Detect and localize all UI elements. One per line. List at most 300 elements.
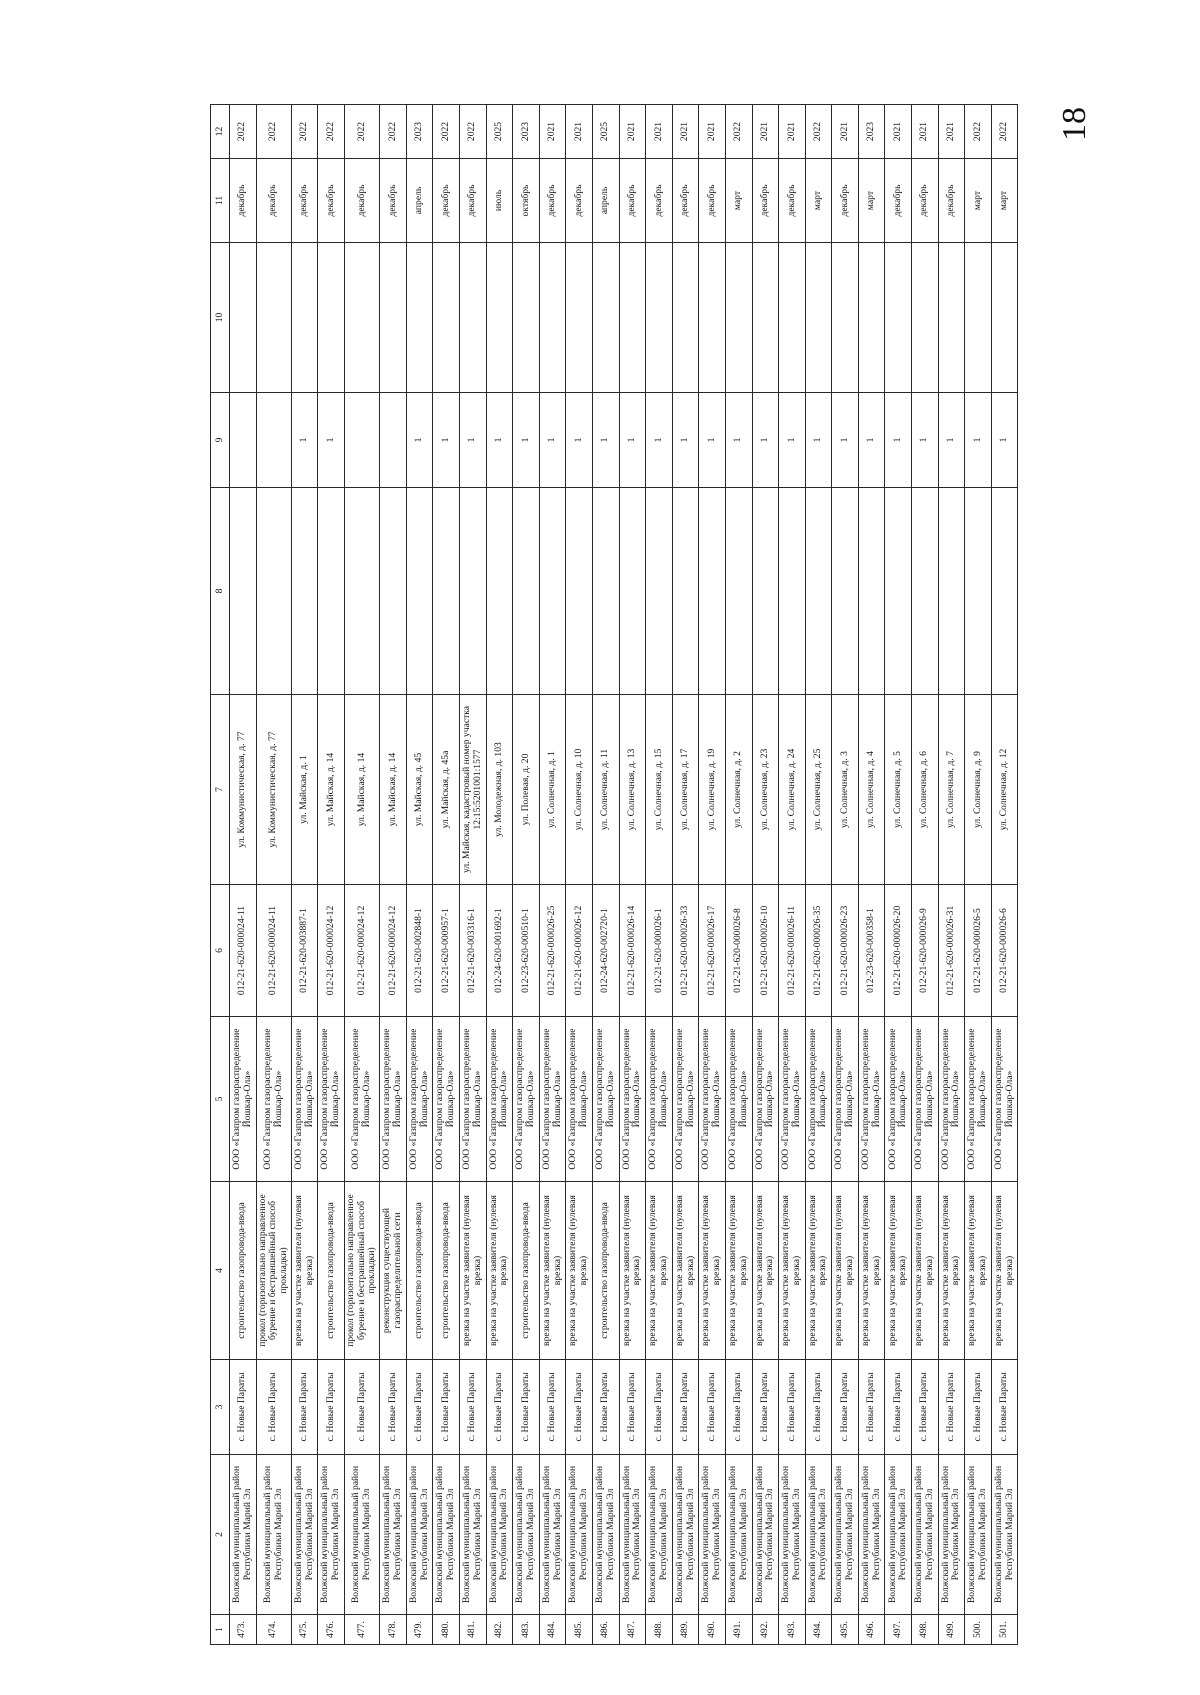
organization-cell: ООО «Газпром газораспределение Йошкар-Ола»: [965, 1017, 992, 1182]
column-header: 7: [211, 695, 230, 885]
table-row: [406, 105, 433, 1645]
table-row: [991, 105, 1018, 1645]
year-cell: 2022: [725, 105, 752, 159]
application-code-cell: 012-21-620-000026-31: [938, 885, 965, 1017]
column-8-cell: [592, 488, 619, 695]
column-10-cell: [566, 243, 593, 393]
column-8-cell: [433, 488, 460, 695]
row-number: 499.: [938, 1615, 965, 1645]
address-cell: ул. Коммунистическая, д. 77: [230, 695, 257, 885]
district-cell: Волжский муниципальный район Республики Марий Эл: [344, 1455, 379, 1615]
district-cell: Волжский муниципальный район Республики Марий Эл: [885, 1455, 912, 1615]
application-code-cell: 012-21-620-000026-35: [805, 885, 832, 1017]
village-cell: с. Новые Параты: [291, 1360, 318, 1455]
column-9-cell: 1: [725, 393, 752, 488]
month-cell: март: [965, 159, 992, 243]
row-number: 489.: [672, 1615, 699, 1645]
village-cell: с. Новые Параты: [672, 1360, 699, 1455]
month-cell: декабрь: [566, 159, 593, 243]
column-8-cell: [885, 488, 912, 695]
address-cell: ул. Солнечная, д. 19: [699, 695, 726, 885]
organization-cell: ООО «Газпром газораспределение Йошкар-Ола»: [619, 1017, 646, 1182]
month-cell: март: [805, 159, 832, 243]
column-9-cell: 1: [832, 393, 859, 488]
table-row: [672, 105, 699, 1645]
work-type-cell: врезка на участке заявителя (нулевая врезка): [965, 1182, 992, 1360]
work-type-cell: врезка на участке заявителя (нулевая врезка): [725, 1182, 752, 1360]
table-row: [459, 105, 486, 1645]
column-8-cell: [459, 488, 486, 695]
column-9-cell: 1: [991, 393, 1018, 488]
column-9-cell: 1: [885, 393, 912, 488]
row-number: 487.: [619, 1615, 646, 1645]
row-number: 480.: [433, 1615, 460, 1645]
village-cell: с. Новые Параты: [938, 1360, 965, 1455]
column-10-cell: [672, 243, 699, 393]
application-code-cell: 012-23-620-000510-1: [513, 885, 540, 1017]
work-type-cell: прокол (горизонтально направленное бурение и бестраншейный способ прокладки): [344, 1182, 379, 1360]
work-type-cell: врезка на участке заявителя (нулевая врезка): [619, 1182, 646, 1360]
organization-cell: ООО «Газпром газораспределение Йошкар-Ола»: [486, 1017, 513, 1182]
column-9-cell: 1: [592, 393, 619, 488]
application-code-cell: 012-21-620-000024-11: [230, 885, 257, 1017]
column-header: 4: [211, 1182, 230, 1360]
application-code-cell: 012-21-620-003316-1: [459, 885, 486, 1017]
table-row: [805, 105, 832, 1645]
year-cell: 2023: [513, 105, 540, 159]
row-number: 490.: [699, 1615, 726, 1645]
district-cell: Волжский муниципальный район Республики Марий Эл: [513, 1455, 540, 1615]
application-code-cell: 012-21-620-000026-10: [752, 885, 779, 1017]
work-type-cell: врезка на участке заявителя (нулевая врезка): [459, 1182, 486, 1360]
district-cell: Волжский муниципальный район Республики Марий Эл: [725, 1455, 752, 1615]
address-cell: ул. Полевая, д. 20: [513, 695, 540, 885]
column-9-cell: 1: [779, 393, 806, 488]
work-type-cell: врезка на участке заявителя (нулевая врезка): [486, 1182, 513, 1360]
table-row: [646, 105, 673, 1645]
application-code-cell: 012-21-620-003887-1: [291, 885, 318, 1017]
village-cell: с. Новые Параты: [513, 1360, 540, 1455]
address-cell: ул. Майская, д. 14: [344, 695, 379, 885]
village-cell: с. Новые Параты: [539, 1360, 566, 1455]
month-cell: апрель: [592, 159, 619, 243]
table-row: [256, 105, 291, 1645]
rotated-table-container: [210, 105, 1030, 1645]
year-cell: 2022: [805, 105, 832, 159]
column-9-cell: [344, 393, 379, 488]
column-10-cell: [965, 243, 992, 393]
table-row: [230, 105, 257, 1645]
month-cell: декабрь: [912, 159, 939, 243]
row-number: 488.: [646, 1615, 673, 1645]
organization-cell: ООО «Газпром газораспределение Йошкар-Ола»: [459, 1017, 486, 1182]
district-cell: Волжский муниципальный район Республики Марий Эл: [991, 1455, 1018, 1615]
column-8-cell: [858, 488, 885, 695]
village-cell: с. Новые Параты: [256, 1360, 291, 1455]
application-code-cell: 012-21-620-000026-25: [539, 885, 566, 1017]
work-type-cell: строительство газопровода-ввода: [230, 1182, 257, 1360]
district-cell: Волжский муниципальный район Республики Марий Эл: [566, 1455, 593, 1615]
application-code-cell: 012-21-620-000024-12: [318, 885, 345, 1017]
district-cell: Волжский муниципальный район Республики Марий Эл: [858, 1455, 885, 1615]
column-8-cell: [539, 488, 566, 695]
district-cell: Волжский муниципальный район Республики Марий Эл: [832, 1455, 859, 1615]
column-header: 12: [211, 105, 230, 159]
organization-cell: ООО «Газпром газораспределение Йошкар-Ола»: [858, 1017, 885, 1182]
application-code-cell: 012-21-620-000026-11: [779, 885, 806, 1017]
month-cell: декабрь: [779, 159, 806, 243]
organization-cell: ООО «Газпром газораспределение Йошкар-Ола»: [380, 1017, 407, 1182]
organization-cell: ООО «Газпром газораспределение Йошкар-Ола»: [832, 1017, 859, 1182]
column-header: 1: [211, 1615, 230, 1645]
column-9-cell: 1: [486, 393, 513, 488]
address-cell: ул. Солнечная, д. 4: [858, 695, 885, 885]
application-code-cell: 012-21-620-000026-17: [699, 885, 726, 1017]
district-cell: Волжский муниципальный район Республики Марий Эл: [380, 1455, 407, 1615]
application-code-cell: 012-21-620-000026-14: [619, 885, 646, 1017]
row-number: 495.: [832, 1615, 859, 1645]
village-cell: с. Новые Параты: [619, 1360, 646, 1455]
column-9-cell: [380, 393, 407, 488]
column-8-cell: [938, 488, 965, 695]
work-type-cell: врезка на участке заявителя (нулевая врезка): [805, 1182, 832, 1360]
application-code-cell: 012-21-620-000026-5: [965, 885, 992, 1017]
year-cell: 2023: [406, 105, 433, 159]
village-cell: с. Новые Параты: [459, 1360, 486, 1455]
work-type-cell: врезка на участке заявителя (нулевая врезка): [991, 1182, 1018, 1360]
address-cell: ул. Майская, д. 45: [406, 695, 433, 885]
work-type-cell: врезка на участке заявителя (нулевая врезка): [539, 1182, 566, 1360]
table-body: [230, 105, 1018, 1645]
month-cell: декабрь: [318, 159, 345, 243]
column-8-cell: [672, 488, 699, 695]
application-code-cell: 012-21-620-000026-20: [885, 885, 912, 1017]
application-code-cell: 012-23-620-000358-1: [858, 885, 885, 1017]
year-cell: 2021: [646, 105, 673, 159]
village-cell: с. Новые Параты: [965, 1360, 992, 1455]
column-9-cell: 1: [858, 393, 885, 488]
column-9-cell: 1: [459, 393, 486, 488]
work-type-cell: врезка на участке заявителя (нулевая врезка): [672, 1182, 699, 1360]
application-code-cell: 012-24-620-002720-1: [592, 885, 619, 1017]
organization-cell: ООО «Газпром газораспределение Йошкар-Ола»: [230, 1017, 257, 1182]
column-header: 11: [211, 159, 230, 243]
year-cell: 2022: [991, 105, 1018, 159]
column-8-cell: [965, 488, 992, 695]
month-cell: декабрь: [699, 159, 726, 243]
work-type-cell: врезка на участке заявителя (нулевая врезка): [912, 1182, 939, 1360]
column-10-cell: [230, 243, 257, 393]
year-cell: 2022: [256, 105, 291, 159]
organization-cell: ООО «Газпром газораспределение Йошкар-Ола»: [592, 1017, 619, 1182]
column-10-cell: [832, 243, 859, 393]
row-number: 500.: [965, 1615, 992, 1645]
organization-cell: ООО «Газпром газораспределение Йошкар-Ола»: [752, 1017, 779, 1182]
column-10-cell: [646, 243, 673, 393]
year-cell: 2021: [885, 105, 912, 159]
column-9-cell: 1: [291, 393, 318, 488]
application-code-cell: 012-21-620-000024-12: [344, 885, 379, 1017]
row-number: 497.: [885, 1615, 912, 1645]
column-8-cell: [699, 488, 726, 695]
column-9-cell: 1: [539, 393, 566, 488]
column-10-cell: [699, 243, 726, 393]
address-cell: ул. Майская, д. 14: [318, 695, 345, 885]
district-cell: Волжский муниципальный район Республики Марий Эл: [699, 1455, 726, 1615]
row-number: 477.: [344, 1615, 379, 1645]
column-9-cell: 1: [805, 393, 832, 488]
address-cell: ул. Солнечная, д. 9: [965, 695, 992, 885]
village-cell: с. Новые Параты: [885, 1360, 912, 1455]
column-10-cell: [459, 243, 486, 393]
district-cell: Волжский муниципальный район Республики Марий Эл: [805, 1455, 832, 1615]
year-cell: 2022: [230, 105, 257, 159]
column-10-cell: [291, 243, 318, 393]
month-cell: март: [858, 159, 885, 243]
address-cell: ул. Майская, д. 45а: [433, 695, 460, 885]
works-table: [210, 104, 1018, 1645]
address-cell: ул. Солнечная, д. 5: [885, 695, 912, 885]
month-cell: декабрь: [619, 159, 646, 243]
organization-cell: ООО «Газпром газораспределение Йошкар-Ола»: [406, 1017, 433, 1182]
year-cell: 2021: [619, 105, 646, 159]
district-cell: Волжский муниципальный район Республики Марий Эл: [752, 1455, 779, 1615]
application-code-cell: 012-21-620-000957-1: [433, 885, 460, 1017]
work-type-cell: строительство газопровода-ввода: [513, 1182, 540, 1360]
column-9-cell: 1: [646, 393, 673, 488]
column-8-cell: [291, 488, 318, 695]
table-row: [858, 105, 885, 1645]
table-row: [885, 105, 912, 1645]
address-cell: ул. Солнечная, д. 1: [539, 695, 566, 885]
organization-cell: ООО «Газпром газораспределение Йошкар-Ола»: [513, 1017, 540, 1182]
application-code-cell: 012-21-620-000026-9: [912, 885, 939, 1017]
table-row: [318, 105, 345, 1645]
row-number: 486.: [592, 1615, 619, 1645]
column-10-cell: [725, 243, 752, 393]
column-8-cell: [406, 488, 433, 695]
row-number: 484.: [539, 1615, 566, 1645]
column-8-cell: [646, 488, 673, 695]
column-9-cell: 1: [433, 393, 460, 488]
column-8-cell: [805, 488, 832, 695]
organization-cell: ООО «Газпром газораспределение Йошкар-Ола»: [646, 1017, 673, 1182]
organization-cell: ООО «Газпром газораспределение Йошкар-Ола»: [566, 1017, 593, 1182]
district-cell: Волжский муниципальный район Республики Марий Эл: [256, 1455, 291, 1615]
table-row: [291, 105, 318, 1645]
column-9-cell: 1: [912, 393, 939, 488]
table-row: [486, 105, 513, 1645]
village-cell: с. Новые Параты: [566, 1360, 593, 1455]
table-row: [699, 105, 726, 1645]
column-10-cell: [912, 243, 939, 393]
month-cell: декабрь: [256, 159, 291, 243]
month-cell: март: [991, 159, 1018, 243]
month-cell: декабрь: [380, 159, 407, 243]
table-row: [779, 105, 806, 1645]
column-9-cell: 1: [406, 393, 433, 488]
year-cell: 2021: [699, 105, 726, 159]
column-header: 5: [211, 1017, 230, 1182]
column-8-cell: [318, 488, 345, 695]
month-cell: декабрь: [539, 159, 566, 243]
organization-cell: ООО «Газпром газораспределение Йошкар-Ола»: [779, 1017, 806, 1182]
column-10-cell: [858, 243, 885, 393]
column-9-cell: [256, 393, 291, 488]
column-10-cell: [486, 243, 513, 393]
column-header: 8: [211, 488, 230, 695]
column-10-cell: [380, 243, 407, 393]
column-header: 2: [211, 1455, 230, 1615]
district-cell: Волжский муниципальный район Республики Марий Эл: [433, 1455, 460, 1615]
district-cell: Волжский муниципальный район Республики Марий Эл: [912, 1455, 939, 1615]
address-cell: ул. Солнечная, д. 15: [646, 695, 673, 885]
column-header: 3: [211, 1360, 230, 1455]
village-cell: с. Новые Параты: [344, 1360, 379, 1455]
address-cell: ул. Солнечная, д. 2: [725, 695, 752, 885]
column-10-cell: [779, 243, 806, 393]
column-8-cell: [380, 488, 407, 695]
address-cell: ул. Солнечная, д. 10: [566, 695, 593, 885]
district-cell: Волжский муниципальный район Республики Марий Эл: [938, 1455, 965, 1615]
month-cell: декабрь: [230, 159, 257, 243]
table-row: [912, 105, 939, 1645]
work-type-cell: прокол (горизонтально направленное бурение и бестраншейный способ прокладки): [256, 1182, 291, 1360]
application-code-cell: 012-21-620-000024-11: [256, 885, 291, 1017]
work-type-cell: врезка на участке заявителя (нулевая врезка): [885, 1182, 912, 1360]
year-cell: 2022: [344, 105, 379, 159]
month-cell: декабрь: [885, 159, 912, 243]
village-cell: с. Новые Параты: [912, 1360, 939, 1455]
work-type-cell: врезка на участке заявителя (нулевая врезка): [832, 1182, 859, 1360]
row-number: 492.: [752, 1615, 779, 1645]
work-type-cell: строительство газопровода-ввода: [406, 1182, 433, 1360]
month-cell: декабрь: [646, 159, 673, 243]
row-number: 483.: [513, 1615, 540, 1645]
address-cell: ул. Солнечная, д. 11: [592, 695, 619, 885]
work-type-cell: строительство газопровода-ввода: [318, 1182, 345, 1360]
village-cell: с. Новые Параты: [380, 1360, 407, 1455]
column-10-cell: [539, 243, 566, 393]
address-cell: ул. Солнечная, д. 12: [991, 695, 1018, 885]
year-cell: 2025: [486, 105, 513, 159]
column-9-cell: 1: [318, 393, 345, 488]
organization-cell: ООО «Газпром газораспределение Йошкар-Ола»: [256, 1017, 291, 1182]
row-number: 474.: [256, 1615, 291, 1645]
column-10-cell: [938, 243, 965, 393]
village-cell: с. Новые Параты: [433, 1360, 460, 1455]
column-8-cell: [256, 488, 291, 695]
village-cell: с. Новые Параты: [230, 1360, 257, 1455]
year-cell: 2025: [592, 105, 619, 159]
table-row: [344, 105, 379, 1645]
year-cell: 2022: [318, 105, 345, 159]
district-cell: Волжский муниципальный район Республики Марий Эл: [406, 1455, 433, 1615]
table-row: [965, 105, 992, 1645]
column-10-cell: [885, 243, 912, 393]
column-header: 10: [211, 243, 230, 393]
address-cell: ул. Майская, д. 14: [380, 695, 407, 885]
work-type-cell: строительство газопровода-ввода: [433, 1182, 460, 1360]
address-cell: ул. Солнечная, д. 13: [619, 695, 646, 885]
application-code-cell: 012-21-620-000026-33: [672, 885, 699, 1017]
village-cell: с. Новые Параты: [725, 1360, 752, 1455]
column-10-cell: [406, 243, 433, 393]
village-cell: с. Новые Параты: [592, 1360, 619, 1455]
village-cell: с. Новые Параты: [486, 1360, 513, 1455]
column-10-cell: [344, 243, 379, 393]
month-cell: декабрь: [938, 159, 965, 243]
month-cell: декабрь: [291, 159, 318, 243]
table-row: [752, 105, 779, 1645]
village-cell: с. Новые Параты: [699, 1360, 726, 1455]
table-row: [380, 105, 407, 1645]
column-9-cell: 1: [752, 393, 779, 488]
table-row: [938, 105, 965, 1645]
village-cell: с. Новые Параты: [805, 1360, 832, 1455]
year-cell: 2021: [752, 105, 779, 159]
column-9-cell: 1: [938, 393, 965, 488]
table-row: [725, 105, 752, 1645]
row-number: 475.: [291, 1615, 318, 1645]
address-cell: ул. Майская, д. 1: [291, 695, 318, 885]
year-cell: 2021: [912, 105, 939, 159]
year-cell: 2021: [539, 105, 566, 159]
column-9-cell: 1: [699, 393, 726, 488]
column-10-cell: [513, 243, 540, 393]
column-10-cell: [318, 243, 345, 393]
year-cell: 2021: [779, 105, 806, 159]
row-number: 482.: [486, 1615, 513, 1645]
application-code-cell: 012-21-620-000026-1: [646, 885, 673, 1017]
column-header: 9: [211, 393, 230, 488]
year-cell: 2022: [380, 105, 407, 159]
column-9-cell: 1: [672, 393, 699, 488]
column-10-cell: [752, 243, 779, 393]
column-10-cell: [592, 243, 619, 393]
row-number: 479.: [406, 1615, 433, 1645]
district-cell: Волжский муниципальный район Республики Марий Эл: [539, 1455, 566, 1615]
column-8-cell: [832, 488, 859, 695]
district-cell: Волжский муниципальный район Республики Марий Эл: [318, 1455, 345, 1615]
organization-cell: ООО «Газпром газораспределение Йошкар-Ола»: [291, 1017, 318, 1182]
organization-cell: ООО «Газпром газораспределение Йошкар-Ола»: [885, 1017, 912, 1182]
column-header: 6: [211, 885, 230, 1017]
column-8-cell: [344, 488, 379, 695]
organization-cell: ООО «Газпром газораспределение Йошкар-Ола»: [344, 1017, 379, 1182]
application-code-cell: 012-21-620-000026-6: [991, 885, 1018, 1017]
year-cell: 2022: [291, 105, 318, 159]
district-cell: Волжский муниципальный район Республики Марий Эл: [965, 1455, 992, 1615]
column-8-cell: [619, 488, 646, 695]
year-cell: 2021: [832, 105, 859, 159]
column-10-cell: [619, 243, 646, 393]
organization-cell: ООО «Газпром газораспределение Йошкар-Ола»: [725, 1017, 752, 1182]
village-cell: с. Новые Параты: [318, 1360, 345, 1455]
organization-cell: ООО «Газпром газораспределение Йошкар-Ола»: [699, 1017, 726, 1182]
column-8-cell: [513, 488, 540, 695]
address-cell: ул. Солнечная, д. 7: [938, 695, 965, 885]
row-number: 494.: [805, 1615, 832, 1645]
village-cell: с. Новые Параты: [406, 1360, 433, 1455]
year-cell: 2021: [672, 105, 699, 159]
year-cell: 2023: [858, 105, 885, 159]
application-code-cell: 012-21-620-002848-1: [406, 885, 433, 1017]
organization-cell: ООО «Газпром газораспределение Йошкар-Ола»: [433, 1017, 460, 1182]
column-8-cell: [566, 488, 593, 695]
district-cell: Волжский муниципальный район Республики Марий Эл: [672, 1455, 699, 1615]
organization-cell: ООО «Газпром газораспределение Йошкар-Ола»: [991, 1017, 1018, 1182]
